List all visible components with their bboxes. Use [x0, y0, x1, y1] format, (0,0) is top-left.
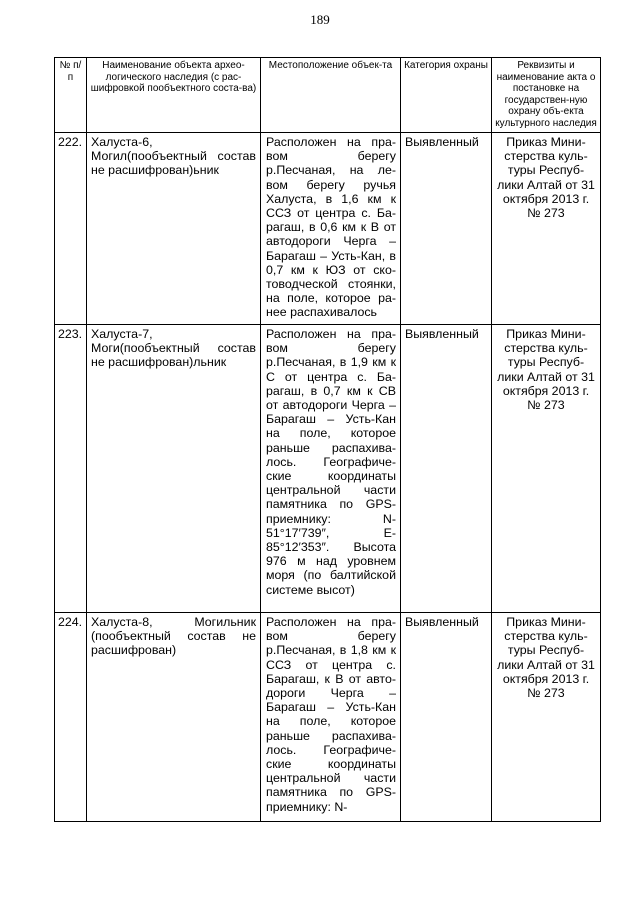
table-row	[55, 325, 601, 613]
protection-category: Выявленный	[401, 325, 492, 613]
object-location: Расположен на пра-вом берегу р.Песчаная, в 1,8 км к ССЗ от центра с. Барагаш, к В от авто-дороги Черга – Барагаш – Усть-Кан на поле, которое раньше распахива-лось. Географиче-ские координаты центральной части памятника по GPS-приемнику: N-	[261, 613, 401, 822]
act-requisites: Приказ Мини-стерства куль-туры Респуб-лики Алтай от 31 октября 2013 г. № 273	[492, 133, 601, 325]
object-name: Халуста-8, Могильник (пообъектный состав не расшифрован)	[87, 613, 261, 822]
row-num: 223.	[55, 325, 87, 613]
row-num: 224.	[55, 613, 87, 822]
table-header-row	[55, 58, 601, 133]
object-name: Халуста-6, Могил(пообъектный состав не расшифрован)ьник	[87, 133, 261, 325]
act-requisites: Приказ Мини-стерства куль-туры Респуб-лики Алтай от 31 октября 2013 г. № 273	[492, 325, 601, 613]
table-row	[55, 613, 601, 822]
heritage-registry-table	[54, 57, 601, 822]
header-location: Местоположение объек-та	[261, 58, 401, 133]
object-location: Расположен на пра-вом берегу р.Песчаная, в 1,9 км к С от центра с. Ба-рагаш, в 0,7 км к СВ от автодороги Черга – Барагаш – Усть-Кан на поле, которое раньше распахива-лось. Географиче-ские координаты центральной части памятника по GPS-приемнику: N-51°17′739″, E-85°12′353″. Высота 976 м над уровнем моря (по балтийской системе высот)	[261, 325, 401, 613]
object-name: Халуста-7, Моги(пообъектный состав не расшифрован)льник	[87, 325, 261, 613]
protection-category: Выявленный	[401, 613, 492, 822]
header-num: № п/п	[55, 58, 87, 133]
protection-category: Выявленный	[401, 133, 492, 325]
table-row	[55, 133, 601, 325]
header-requisites: Реквизиты и наименование акта о постановке на государствен-ную охрану объ-екта культурного наследия	[492, 58, 601, 133]
object-location: Расположен на пра-вом берегу р.Песчаная, на ле-вом берегу ручья Халуста, в 1,6 км к ССЗ от центра с. Ба-рагаш, в 0,6 км к В от автодороги Черга – Барагаш – Усть-Кан, в 0,7 км к ЮЗ от ско-товодческой стоянки, на поле, которое ра-нее распахивалось	[261, 133, 401, 325]
page-number: 189	[310, 12, 330, 27]
header-name: Наименование объекта архео-логического наследия (с рас-шифровкой пообъектного соста-ва)	[87, 58, 261, 133]
header-category: Категория охраны	[401, 58, 492, 133]
act-requisites: Приказ Мини-стерства куль-туры Респуб-лики Алтай от 31 октября 2013 г. № 273	[492, 613, 601, 822]
row-num: 222.	[55, 133, 87, 325]
